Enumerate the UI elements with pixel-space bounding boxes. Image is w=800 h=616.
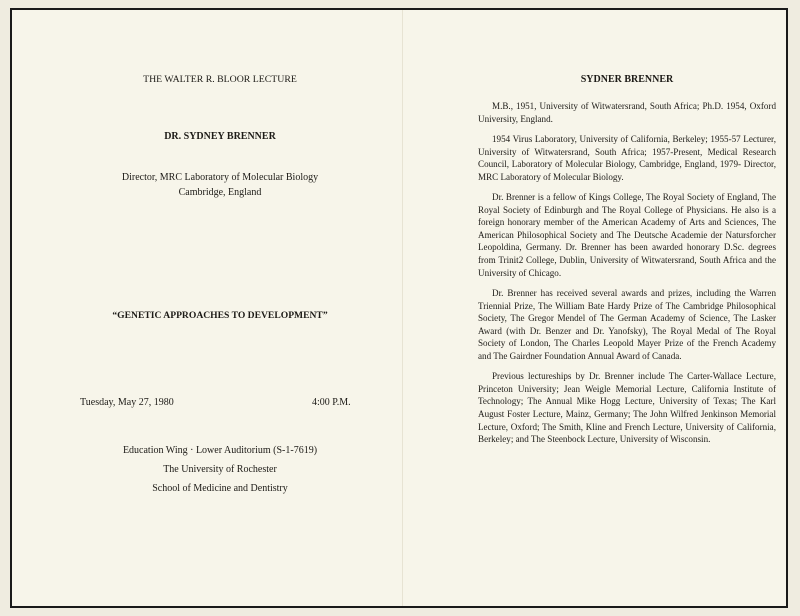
bio-paragraph-lectureships: Previous lectureships by Dr. Brenner include The Carter-Wallace Lecture, Princeton University; Jean Weigle Memorial Lecture, California Institute of Technology; The Annual Mike Hogg Lecture, University of Texas; The Karl August Foster Lecture, Mainz, Germany; The John Wilfred Jenkinson Memorial Lecture, Oxford; The Smith, Kline and French Lecture, University of California, Berkeley; and The Steenbock Lecture, University of Wisconsin. xyxy=(478,371,776,445)
bio-heading: SYDNER BRENNER xyxy=(580,74,674,85)
venue-line-2: The University of Rochester xyxy=(163,464,277,475)
bio-paragraph-awards: Dr. Brenner has received several awards and prizes, including the Warren Triennial Prize, The William Bate Hardy Prize of The Cambridge Philosophical Society, The Gregor Mendel of The German Academy of Science, The Lasker Award (with Dr. Benzer and Dr. Yanofsky), The Royal Medal of The Royal Society of London, The Charles Leopold Mayer Prize of the French Academy and The Gairdner Foundation Annual Award of Canada. xyxy=(478,288,776,361)
venue-line-3: School of Medicine and Dentistry xyxy=(152,483,288,494)
lecture-time: 4:00 P.M. xyxy=(312,397,351,408)
affiliation-line-1: Director, MRC Laboratory of Molecular Biology xyxy=(121,172,319,183)
bio-paragraph-career: 1954 Virus Laboratory, University of California, Berkeley; 1955-57 Lecturer, University of Witwatersrand, South Africa; 1957-Present, Medical Research Council, Laboratory of Molecular Biology, Cambridge, England, 1979- Director, MRC Laboratory of Molecular Biology. xyxy=(478,134,776,182)
bio-paragraph-education: M.B., 1951, University of Witwatersrand, South Africa; Ph.D. 1954, Oxford University, England. xyxy=(478,101,776,124)
talk-title: “GENETIC APPROACHES TO DEVELOPMENT” xyxy=(112,310,328,321)
speaker-name: DR. SYDNEY BRENNER xyxy=(164,131,276,142)
bio-paragraph-memberships: Dr. Brenner is a fellow of Kings College, The Royal Society of England, The Royal Society of Edinburgh and The Royal College of Physicians. He also is a foreign honorary member of the American Academy of Arts and Sciences, The American Philosophical Society and The Deutsche Academie der Natursforcher Leopoldina, Germany. Dr. Brenner has been awarded honorary D.Sc. degrees from Trinit2 College, Dublin, University of Witwatersrand, South Africa and the University of Chicago. xyxy=(478,192,776,278)
lecture-title: THE WALTER R. BLOOR LECTURE xyxy=(143,74,297,85)
center-fold xyxy=(402,10,403,606)
affiliation-line-2: Cambridge, England xyxy=(178,187,262,198)
venue-line-1: Education Wing · Lower Auditorium (S-1-7619) xyxy=(122,445,318,456)
bio-text xyxy=(478,100,776,454)
lecture-date: Tuesday, May 27, 1980 xyxy=(80,397,174,408)
